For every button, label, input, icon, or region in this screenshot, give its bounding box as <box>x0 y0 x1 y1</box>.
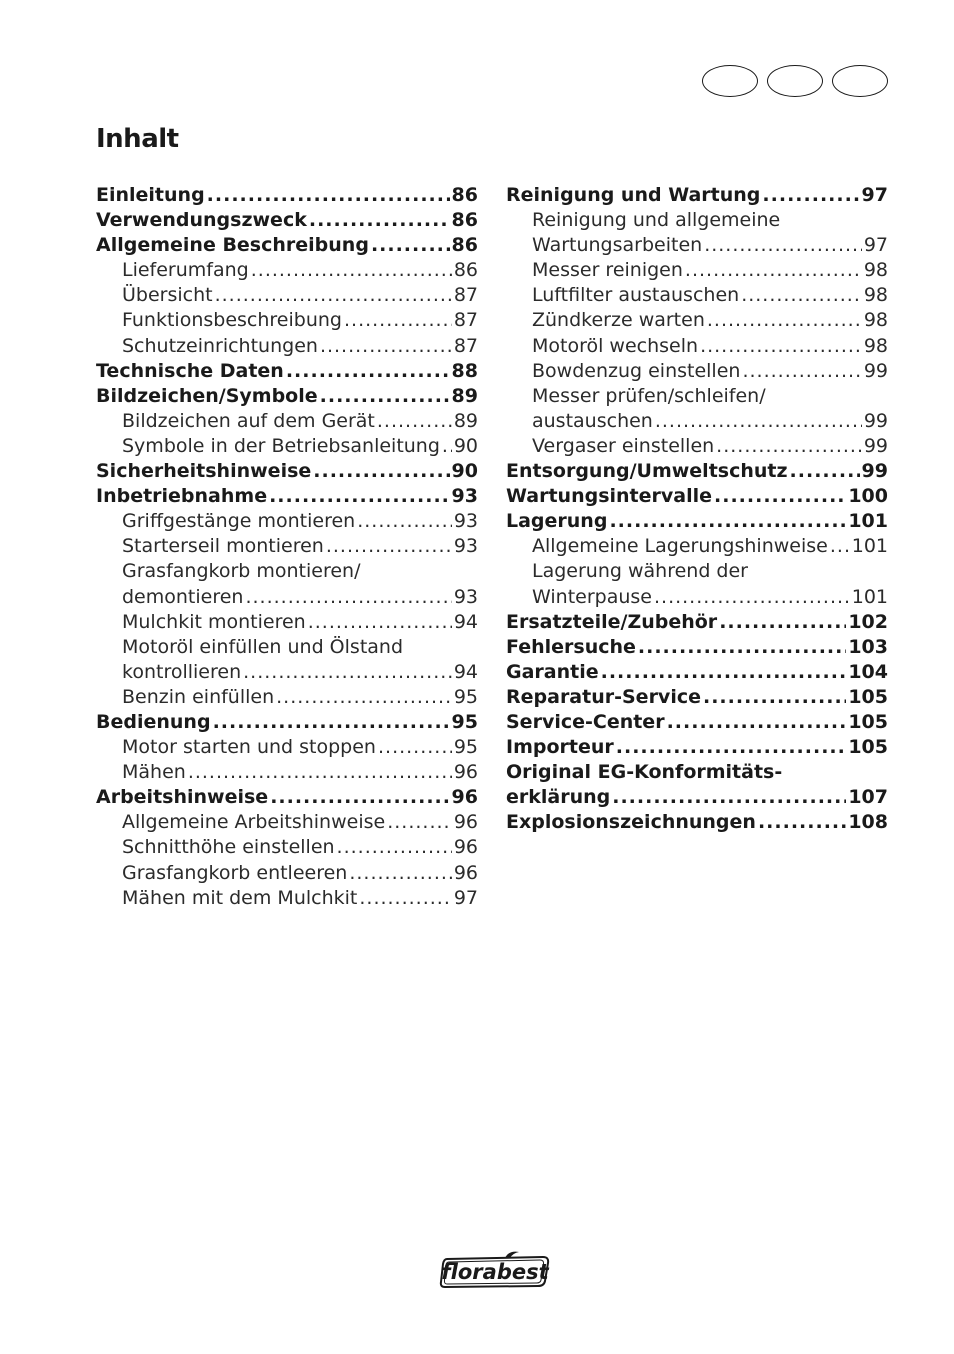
toc-entry-title: Allgemeine Lagerungshinweise <box>532 535 828 558</box>
toc-entry-title: Benzin einfüllen <box>122 685 275 708</box>
toc-entry-page: 94 <box>453 660 478 683</box>
toc-entry[interactable] <box>506 735 888 760</box>
toc-entry-title: Verwendungszweck <box>96 209 307 232</box>
toc-entry-title: Grasfangkorb montieren/ <box>122 560 361 583</box>
toc-leader-dots <box>245 585 451 610</box>
toc-leader-dots <box>207 183 450 208</box>
toc-entry-page: 105 <box>848 710 888 733</box>
toc-entry-title: erklärung <box>506 786 611 809</box>
toc-entry-title: Messer reinigen <box>532 259 683 282</box>
toc-leader-dots <box>638 635 846 660</box>
toc-entry-page: 95 <box>453 685 478 708</box>
toc-leader-dots <box>700 334 862 359</box>
toc-leader-dots <box>276 685 452 710</box>
toc-entry-title: Reinigung und Wartung <box>506 184 761 206</box>
toc-entry-page: 95 <box>453 736 478 759</box>
toc-leader-dots <box>714 484 846 509</box>
toc-entry[interactable] <box>506 208 888 233</box>
toc-entry-title: Bildzeichen auf dem Gerät <box>122 409 375 432</box>
toc-leader-dots <box>320 384 450 409</box>
toc-entry[interactable] <box>96 760 478 785</box>
toc-entry[interactable] <box>96 283 478 308</box>
toc-entry-page: 98 <box>863 259 888 282</box>
toc-leader-dots <box>758 810 846 835</box>
toc-entry-page: 93 <box>453 510 478 533</box>
toc-entry[interactable] <box>96 886 478 911</box>
toc-leader-dots <box>251 258 452 283</box>
toc-leader-dots <box>707 308 862 333</box>
toc-entry[interactable] <box>506 610 888 635</box>
toc-entry[interactable] <box>506 760 888 785</box>
toc-entry-title: Schnitthöhe einstellen <box>122 836 335 859</box>
toc-entry-title: Griffgestänge montieren <box>122 510 356 533</box>
toc-entry-page: 98 <box>863 309 888 332</box>
toc-entry-title: Übersicht <box>122 284 213 307</box>
toc-entry-title: Technische Daten <box>96 359 284 382</box>
toc-entry-title: Motor starten und stoppen <box>122 736 376 759</box>
toc-entry[interactable] <box>96 835 478 860</box>
toc-entry[interactable] <box>506 359 888 384</box>
toc-leader-dots <box>309 208 450 233</box>
toc-entry-page: 99 <box>863 434 888 457</box>
toc-entry[interactable] <box>506 334 888 359</box>
toc-entry-title: Einleitung <box>96 184 205 206</box>
toc-entry-title: Allgemeine Beschreibung <box>96 234 369 257</box>
toc-entry[interactable] <box>506 183 888 208</box>
toc-leader-dots <box>313 459 449 484</box>
toc-entry-page: 95 <box>451 710 478 733</box>
toc-entry-page: 89 <box>451 384 478 407</box>
toc-entry-page: 101 <box>851 535 888 558</box>
toc-entry[interactable] <box>96 810 478 835</box>
toc-entry-page: 89 <box>453 409 478 432</box>
toc-entry[interactable] <box>506 384 888 409</box>
toc-entry-page: 98 <box>863 334 888 357</box>
toc-leader-dots <box>654 585 850 610</box>
toc-entry[interactable] <box>96 660 478 685</box>
toc-leader-dots <box>716 434 862 459</box>
toc-entry-page: 101 <box>848 510 888 533</box>
toc-entry-page: 93 <box>453 585 478 608</box>
toc-column-left <box>96 183 478 911</box>
toc-entry[interactable] <box>96 308 478 333</box>
toc-entry[interactable] <box>96 384 478 409</box>
toc-entry-page: 99 <box>861 460 888 483</box>
florabest-logo <box>439 1249 551 1289</box>
toc-entry-page: 90 <box>453 434 478 457</box>
toc-leader-dots <box>741 283 862 308</box>
toc-entry[interactable] <box>96 610 478 635</box>
toc-entry-title: Allgemeine Arbeitshinweise <box>122 811 386 834</box>
toc-entry[interactable] <box>96 334 478 359</box>
toc-entry-page: 87 <box>453 284 478 307</box>
toc-entry-title: Motoröl einfüllen und Ölstand <box>122 635 404 658</box>
toc-entry[interactable] <box>506 484 888 509</box>
toc-entry-page: 86 <box>453 259 478 282</box>
toc-entry-page: 97 <box>453 886 478 909</box>
toc-leader-dots <box>378 735 452 760</box>
toc-entry-title: Motoröl wechseln <box>532 334 699 357</box>
toc-entry[interactable] <box>96 534 478 559</box>
toc-entry-page: 100 <box>848 485 888 508</box>
toc-entry[interactable] <box>506 660 888 685</box>
toc-entry[interactable] <box>96 559 478 584</box>
toc-entry-title: Inbetriebnahme <box>96 485 268 508</box>
toc-leader-dots <box>188 760 452 785</box>
toc-entry-title: Arbeitshinweise <box>96 786 269 809</box>
toc-entry[interactable] <box>96 359 478 384</box>
toc-leader-dots <box>371 233 450 258</box>
toc-entry[interactable] <box>506 233 888 258</box>
toc-entry-page: 86 <box>451 234 478 257</box>
toc-leader-dots <box>601 660 847 685</box>
toc-entry-title: Fehlersuche <box>506 635 636 658</box>
toc-entry-title: austauschen <box>532 409 653 432</box>
toc-entry-title: kontrollieren <box>122 660 242 683</box>
toc-entry[interactable] <box>96 484 478 509</box>
language-ovals <box>702 65 890 99</box>
toc-entry[interactable] <box>506 283 888 308</box>
toc-entry-page: 97 <box>861 184 888 206</box>
toc-entry-page: 87 <box>453 334 478 357</box>
toc-entry[interactable] <box>96 208 478 233</box>
toc-leader-dots <box>337 835 452 860</box>
toc-leader-dots <box>320 334 452 359</box>
toc-entry-title: Reparatur-Service <box>506 685 701 708</box>
toc-leader-dots <box>344 308 452 333</box>
toc-entry-page: 107 <box>848 786 888 809</box>
toc-entry[interactable] <box>506 258 888 283</box>
toc-entry[interactable] <box>506 459 888 484</box>
toc-leader-dots <box>308 610 452 635</box>
toc-entry[interactable] <box>96 258 478 283</box>
toc-entry[interactable] <box>506 585 888 610</box>
language-oval <box>767 65 823 97</box>
toc-entry-title: Zündkerze warten <box>532 309 705 332</box>
toc-leader-dots <box>213 710 450 735</box>
toc-leader-dots <box>357 509 452 534</box>
toc-entry[interactable] <box>506 710 888 735</box>
toc-leader-dots <box>703 685 846 710</box>
toc-leader-dots <box>612 785 846 810</box>
toc-entry-page: 88 <box>451 359 478 382</box>
toc-entry-page: 105 <box>848 685 888 708</box>
toc-entry-title: Grasfangkorb entleeren <box>122 861 348 884</box>
toc-entry[interactable] <box>96 434 478 459</box>
toc-leader-dots <box>655 409 862 434</box>
toc-entry-title: Wartungsarbeiten <box>532 234 703 257</box>
toc-entry[interactable] <box>506 308 888 333</box>
toc-entry-page: 96 <box>451 786 478 809</box>
toc-entry-title: Funktionsbeschreibung <box>122 309 342 332</box>
logo-text: florabest <box>441 1260 549 1284</box>
toc-leader-dots <box>387 810 452 835</box>
toc-entry[interactable] <box>96 785 478 810</box>
toc-entry-page: 96 <box>453 836 478 859</box>
toc-entry-page: 97 <box>863 234 888 257</box>
toc-entry-page: 96 <box>453 811 478 834</box>
toc-entry-page: 93 <box>453 535 478 558</box>
toc-leader-dots <box>270 785 449 810</box>
toc-entry[interactable] <box>506 434 888 459</box>
toc-leader-dots <box>667 710 847 735</box>
toc-entry-page: 101 <box>851 585 888 608</box>
toc-entry-title: Bowdenzug einstellen <box>532 359 741 382</box>
toc-entry-title: Explosionszeichnungen <box>506 811 756 834</box>
toc-entry-title: Winterpause <box>532 585 652 608</box>
toc-entry-page: 86 <box>451 209 478 232</box>
toc-leader-dots <box>762 183 859 208</box>
toc-entry-page: 93 <box>451 485 478 508</box>
toc-leader-dots <box>790 459 860 484</box>
toc-entry-page: 108 <box>848 811 888 834</box>
toc-leader-dots <box>609 509 846 534</box>
toc-entry-page: 94 <box>453 610 478 633</box>
toc-entry[interactable] <box>506 409 888 434</box>
toc-entry-title: Wartungsintervalle <box>506 485 713 508</box>
toc-entry-page: 99 <box>863 409 888 432</box>
toc-entry-page: 104 <box>848 660 888 683</box>
toc-entry[interactable] <box>96 183 478 208</box>
toc-leader-dots <box>685 258 862 283</box>
toc-entry-title: Reinigung und allgemeine <box>532 209 781 232</box>
toc-entry-page: 102 <box>848 610 888 633</box>
toc-entry[interactable] <box>96 459 478 484</box>
toc-entry-page: 98 <box>863 284 888 307</box>
toc-entry[interactable] <box>96 710 478 735</box>
toc-entry-title: Starterseil montieren <box>122 535 324 558</box>
toc-entry-title: Service-Center <box>506 710 665 733</box>
toc-entry-page: 90 <box>451 460 478 483</box>
toc-leader-dots <box>359 886 451 911</box>
toc-entry[interactable] <box>96 509 478 534</box>
toc-entry-page: 105 <box>848 736 888 759</box>
toc-entry-title: Vergaser einstellen <box>532 434 715 457</box>
toc-entry-title: Garantie <box>506 660 599 683</box>
toc-leader-dots <box>269 484 449 509</box>
toc-entry[interactable] <box>506 785 888 810</box>
toc-entry-title: Lagerung während der <box>532 560 748 583</box>
language-oval <box>702 65 758 97</box>
toc-leader-dots <box>442 434 452 459</box>
toc-entry[interactable] <box>506 559 888 584</box>
toc-entry[interactable] <box>506 635 888 660</box>
toc-leader-dots <box>704 233 862 258</box>
toc-leader-dots <box>286 359 450 384</box>
toc-entry-title: Lagerung <box>506 510 608 533</box>
toc-entry[interactable] <box>96 735 478 760</box>
toc-entry-title: Importeur <box>506 736 614 759</box>
toc-entry-title: Schutzeinrichtungen <box>122 334 318 357</box>
toc-entry[interactable] <box>96 861 478 886</box>
toc-entry-page: 103 <box>848 635 888 658</box>
toc-entry[interactable] <box>96 685 478 710</box>
toc-entry-title: Luftfilter austauschen <box>532 284 740 307</box>
toc-leader-dots <box>377 409 452 434</box>
toc-entry-page: 87 <box>453 309 478 332</box>
toc-leader-dots <box>616 735 847 760</box>
toc-entry-title: demontieren <box>122 585 244 608</box>
toc-entry-title: Mähen mit dem Mulchkit <box>122 886 358 909</box>
toc-entry[interactable] <box>506 509 888 534</box>
toc-leader-dots <box>830 534 850 559</box>
toc-entry[interactable] <box>96 409 478 434</box>
toc-leader-dots <box>326 534 452 559</box>
toc-leader-dots <box>243 660 452 685</box>
toc-leader-dots <box>349 861 451 886</box>
toc-entry-title: Ersatzteile/Zubehör <box>506 610 718 633</box>
toc-entry[interactable] <box>506 534 888 559</box>
toc-entry[interactable] <box>506 685 888 710</box>
toc-entry[interactable] <box>96 585 478 610</box>
toc-entry-page: 96 <box>453 761 478 784</box>
toc-entry-title: Messer prüfen/schleifen/ <box>532 384 766 407</box>
toc-entry[interactable] <box>506 810 888 835</box>
toc-leader-dots <box>719 610 846 635</box>
toc-entry-title: Symbole in der Betriebsanleitung <box>122 434 440 457</box>
toc-entry-title: Bedienung <box>96 710 211 733</box>
toc-column-right <box>506 183 888 835</box>
toc-entry-title: Mulchkit montieren <box>122 610 306 633</box>
toc-entry-title: Entsorgung/Umweltschutz <box>506 460 788 483</box>
toc-entry-title: Bildzeichen/Symbole <box>96 384 318 407</box>
page-title: Inhalt <box>96 124 179 154</box>
toc-entry[interactable] <box>96 635 478 660</box>
toc-entry-title: Sicherheitshinweise <box>96 460 312 483</box>
language-oval <box>832 65 888 97</box>
toc-entry-title: Original EG-Konformitäts- <box>506 761 783 784</box>
toc-leader-dots <box>742 359 861 384</box>
toc-entry-title: Mähen <box>122 761 186 784</box>
toc-entry-page: 99 <box>863 359 888 382</box>
toc-entry-page: 86 <box>451 184 478 206</box>
toc-entry[interactable] <box>96 233 478 258</box>
toc-entry-title: Lieferumfang <box>122 259 249 282</box>
toc-leader-dots <box>215 283 452 308</box>
toc-entry-page: 96 <box>453 861 478 884</box>
